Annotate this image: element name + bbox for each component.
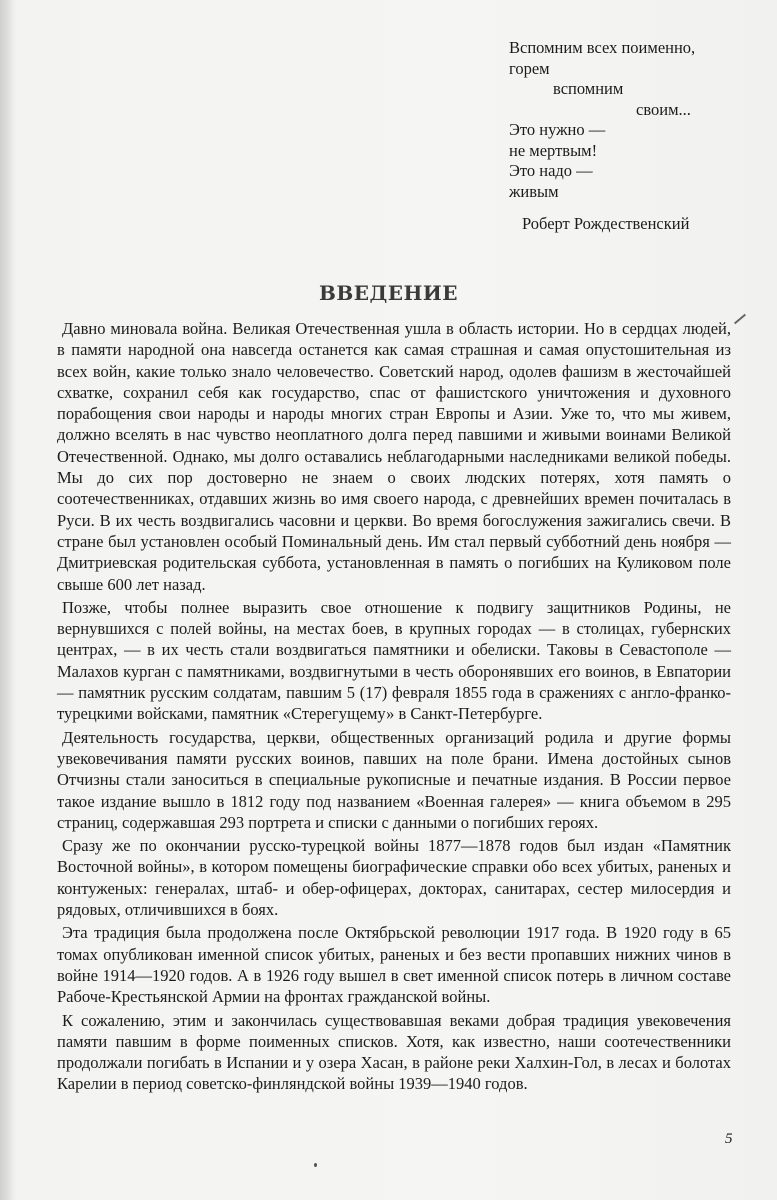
section-heading: ВВЕДЕНИЕ <box>318 281 459 305</box>
paragraph: Деятельность государства, церкви, общественных организаций родила и другие формы увековечивания памяти русских воинов, павших на поле брани. Имена достойных сынов Отчизны стали заноситься в специальные рукописные и печатные издания. В России первое такое издание вышло в 1812 году под названием «Военная галерея» — книга объемом в 295 страниц, содержавшая 293 портрета и списки с данными о погибших героях. <box>57 727 731 832</box>
paragraph: К сожалению, этим и закончилась существовавшая веками добрая традиция увековечения памяти павшим в форме поименных списков. Хотя, как известно, наши соотечественники продолжали погибать в Испании и у озера Хасан, в районе реки Халхин-Гол, в лесах и болотах Карелии в период советско-финляндской войны 1939—1940 годов. <box>57 1010 731 1094</box>
paragraph: Позже, чтобы полнее выразить свое отношение к подвигу защитников Родины, не вернувшихся с полей войны, на местах боев, в крупных городах — в столицах, губернских центрах, — в их честь стали воздвигаться памятники и обелиски. Таковы в Севастополе — Малахов курган с памятниками, воздвигнутыми в честь оборонявших его воинов, в Евпатории — памятник русским солдатам, павшим 5 (17) февраля 1855 года в сражениях с англо-франко-турецкими войсками, памятник «Стерегущему» в Санкт-Петербурге. <box>57 597 731 724</box>
epigraph-line: не мертвым! <box>509 140 598 160</box>
pen-mark <box>734 314 746 325</box>
epigraph <box>509 38 749 235</box>
scan-speck <box>314 1163 317 1167</box>
body-text <box>57 318 731 1097</box>
epigraph-line: Вспомним всех поименно, <box>509 38 696 57</box>
paragraph: Сразу же по окончании русско-турецкой войны 1877—1878 годов был издан «Памятник Восточной войны», в котором помещены биографические справки обо всех убитых, раненых и контуженых: генералах, штаб- и обер-офицерах, докторах, санитарах, сестер милосердия и рядовых, отличившихся в боях. <box>57 836 731 920</box>
paragraph: Эта традиция была продолжена после Октябрьской революции 1917 года. В 1920 году в 65 томах опубликован именной список убитых, раненых и без вести пропавших нижних чинов в войне 1914—1920 годов. А в 1926 году вышел в свет именной список потерь в личном составе Рабоче-Крестьянской Армии на фронтах гражданской войны. <box>57 923 731 1007</box>
page-binding-shadow <box>0 0 14 1200</box>
epigraph-line: Это надо — <box>509 161 593 180</box>
epigraph-line: горем <box>509 58 550 78</box>
epigraph-line: живым <box>509 181 559 201</box>
epigraph-author: Роберт Рождественский <box>522 214 690 233</box>
epigraph-line: своим... <box>636 99 691 119</box>
epigraph-line: Это нужно — <box>509 120 606 139</box>
page-number: 5 <box>725 1131 733 1147</box>
paragraph: Давно миновала война. Великая Отечественная ушла в область истории. Но в сердцах людей, в памяти народной она навсегда останется как самая страшная и самая опустошительная из всех войн, какие только знало человечество. Советский народ, одолев фашизм в жесточайшей схватке, сохранил себя как государство, спас от фашистского уничтожения и духовного порабощения свои народы и народы многих стран Европы и Азии. Уже то, что мы живем, должно вселять в нас чувство неоплатного долга перед павшими и живыми воинами Великой Отечественной. Однако, мы долго оставались неблагодарными наследниками великой победы. Мы до сих пор достоверно не знаем о своих людских потерях, хотя память о соотечественниках, отдавших жизнь во имя своего народа, с древнейших времен почиталась в Руси. В их честь воздвигались часовни и церкви. Во время богослужения зажигались свечи. В стране был установлен особый Поминальный день. Им стал первый субботний день ноября — Дмитриевская родительская суббота, установленная в память о погибших на Куликовом поле свыше 600 лет назад. <box>57 319 731 594</box>
epigraph-line: вспомним <box>553 79 624 98</box>
